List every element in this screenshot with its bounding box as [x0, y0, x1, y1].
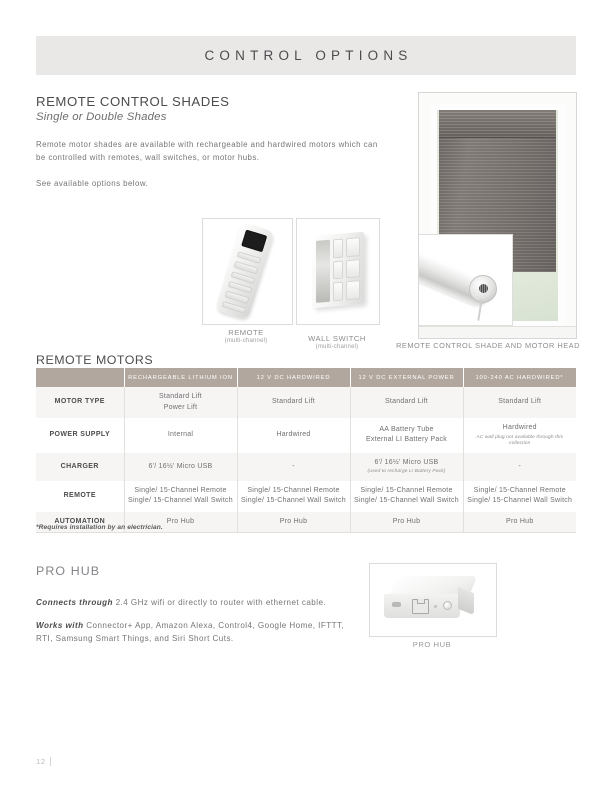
table-cell: AA Battery Tube External LI Battery Pack	[350, 418, 463, 453]
page-banner	[36, 36, 576, 75]
pro-hub-side-face	[458, 587, 474, 615]
wall-switch-photo	[296, 218, 380, 325]
wall-switch-button	[333, 282, 343, 302]
remote-subcaption: (multi-channel)	[224, 338, 268, 344]
works-with-lead: Works with	[36, 621, 84, 631]
intro-paragraph: Remote motor shades are available with rechargeable and hardwired motors which can be controlled with remotes, wall switches, or motor hubs.	[36, 140, 378, 162]
remote-caption: REMOTE	[228, 328, 264, 337]
table-cell: -	[237, 453, 350, 481]
table-row-label: CHARGER	[36, 453, 124, 481]
table-cell: Single/ 15-Channel Remote Single/ 15-Channel Wall Switch	[467, 486, 573, 505]
motor-head-cap	[469, 275, 497, 303]
remote-device	[215, 222, 274, 320]
wall-switch-button	[333, 239, 343, 259]
pro-hub-title: PRO HUB	[36, 564, 101, 578]
wall-switch-button	[346, 280, 360, 300]
table-row-label: REMOTE	[36, 481, 124, 512]
table-cell: Standard Lift	[237, 387, 350, 418]
table-cell: Hardwired	[237, 418, 350, 453]
table-row-label: MOTOR TYPE	[36, 387, 124, 418]
pro-hub-photo	[369, 563, 497, 637]
table-header-corner	[36, 368, 124, 387]
section-title: REMOTE CONTROL SHADES	[36, 94, 230, 109]
table-row-label: POWER SUPPLY	[36, 418, 124, 453]
page-number: 12	[36, 757, 46, 766]
table-cell: Hardwired AC wall plug not available through this collection	[463, 418, 576, 453]
connects-through-lead: Connects through	[36, 598, 113, 608]
table-row	[36, 453, 576, 481]
table-cell: Internal	[124, 418, 237, 453]
table-header-cell: RECHARGEABLE LITHIUM ION	[124, 368, 237, 387]
pro-hub-usb-port	[392, 602, 401, 607]
table-row	[36, 387, 576, 418]
table-header-cell: 12 V DC EXTERNAL POWER	[350, 368, 463, 387]
table-footnote: *Requires installation by an electrician.	[36, 524, 163, 531]
table-cell: Single/ 15-Channel Remote Single/ 15-Channel Wall Switch	[237, 481, 350, 512]
table-row-label: AUTOMATION	[36, 512, 124, 533]
table-header-row	[36, 368, 576, 387]
table-cell: Standard Lift Power Lift	[124, 387, 237, 418]
pro-hub-works-with-line	[36, 620, 356, 646]
remote-motors-table	[36, 368, 577, 533]
page-banner-title: CONTROL OPTIONS	[204, 48, 413, 63]
table-row	[36, 418, 576, 453]
pro-hub-photo-caption: PRO HUB	[412, 640, 452, 649]
wall-switch-caption: WALL SWITCH	[308, 334, 366, 343]
table-cell-note: AC wall plug not available through this collection	[476, 434, 564, 447]
remote-keypad	[222, 251, 262, 313]
wall-switch-device	[312, 232, 364, 309]
pro-hub-connects-line	[36, 597, 366, 610]
shade-photo-caption: REMOTE CONTROL SHADE AND MOTOR HEAD	[396, 341, 580, 350]
motor-head-inset-photo	[418, 234, 513, 326]
table-cell: 6'/ 16½' Micro USB (used to recharge LI Battery Pack)	[350, 453, 463, 481]
connects-through-rest: 2.4 GHz wifi or directly to router with ethernet cable.	[112, 598, 327, 608]
table-header-cell: 100-240 AC HARDWIRED*	[463, 368, 576, 387]
wall-switch-caption-block	[292, 334, 382, 350]
wall-switch-subcaption: (multi-channel)	[315, 344, 359, 350]
remote-photo	[202, 218, 293, 325]
remote-control-shade-photo	[418, 92, 577, 339]
table-header-cell: 12 V DC HARDWIRED	[237, 368, 350, 387]
page-footer	[36, 757, 51, 766]
table-heading: REMOTE MOTORS	[36, 353, 154, 367]
table-cell: Standard Lift	[463, 387, 576, 418]
table-body	[36, 387, 576, 533]
window-sill	[419, 326, 576, 338]
works-with-rest: Connector+ App, Amazon Alexa, Control4, Google Home, IFTTT, RTI, Samsung Smart Things, and Siri Short Cuts.	[36, 621, 345, 644]
intro-note: See available options below.	[36, 178, 149, 188]
table-row	[36, 481, 576, 512]
remote-photo-caption-block	[196, 328, 296, 344]
wall-switch-center-strip	[316, 240, 330, 303]
wall-switch-button	[333, 260, 343, 280]
table-cell: Single/ 15-Channel Remote Single/ 15-Channel Wall Switch	[350, 481, 463, 512]
section-subtitle: Single or Double Shades	[36, 111, 167, 123]
shade-valance	[439, 110, 556, 138]
table-cell: -	[463, 453, 576, 481]
intro-section	[36, 94, 388, 188]
pro-hub-led	[434, 605, 437, 608]
remote-screen	[241, 230, 267, 253]
table-cell: Pro Hub	[463, 512, 576, 533]
table-cell-note: (used to recharge LI Battery Pack)	[367, 469, 446, 475]
footer-divider	[50, 757, 51, 766]
table-cell: Standard Lift	[350, 387, 463, 418]
table-cell: 6'/ 16½' Micro USB	[124, 453, 237, 481]
table-header	[36, 368, 576, 387]
wall-switch-button	[346, 259, 360, 279]
table-cell: Single/ 15-Channel Remote Single/ 15-Channel Wall Switch	[124, 481, 237, 512]
wall-switch-buttons	[316, 237, 360, 303]
pro-hub-ethernet-port	[412, 599, 429, 614]
table-cell: Pro Hub	[350, 512, 463, 533]
pro-hub-reset-button	[443, 601, 452, 610]
wall-switch-button	[346, 237, 360, 257]
table-cell: Pro Hub	[237, 512, 350, 533]
table-cell: Pro Hub	[124, 512, 237, 533]
